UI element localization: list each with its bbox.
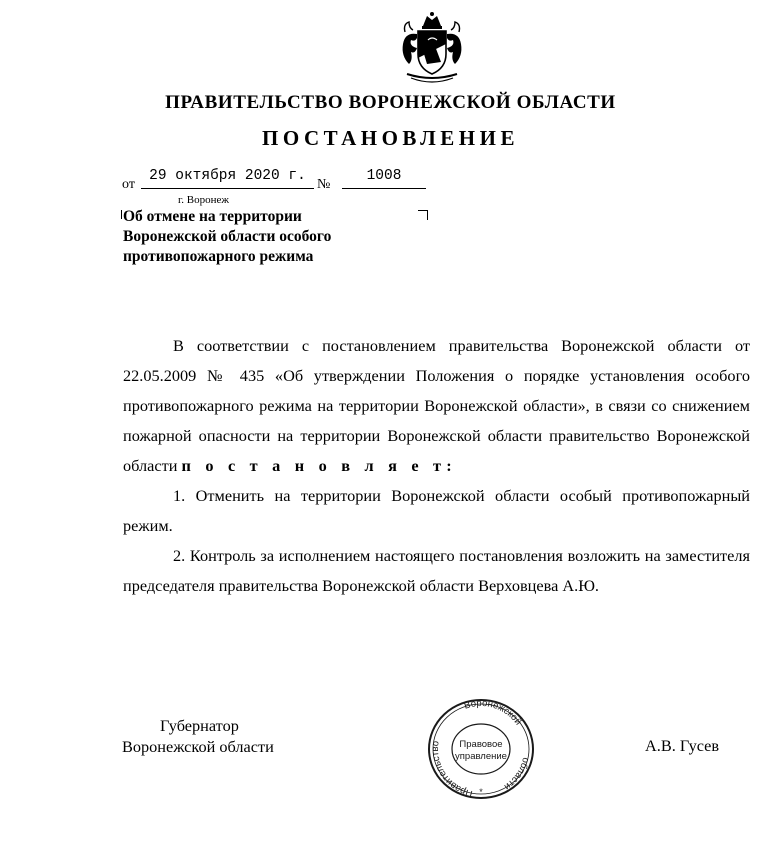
item-1-paragraph: 1. Отменить на территории Воронежской области особый противопожарный режим. [123,486,750,535]
subject-line: Воронежской области особого [123,228,332,245]
document-body [123,331,750,601]
stamp-center-line-1: Правовое [459,739,503,750]
subject-line: противопожарного режима [123,248,314,265]
date-field: 29 октября 2020 г. [141,166,314,189]
decree-word: п о с т а н о в л я е т: [181,456,457,475]
signatory-position [122,715,322,757]
preamble-paragraph [123,331,750,481]
legal-department-stamp [426,697,536,801]
item-2-paragraph: 2. Контроль за исполнением настоящего постановления возложить на заместителя председателя правительства Воронежской области Верховцева А.Ю. [123,546,750,595]
position-line-2: Воронежской области [122,737,274,756]
subject-line: Об отмене на территории [123,208,302,225]
stamp-center-line-2: управление [455,751,507,762]
document-subject [123,207,423,267]
stamp-ring-top: Воронежской [462,697,524,728]
signatory-name: А.В. Гусев [645,736,720,755]
number-field: 1008 [342,166,426,189]
number-prefix: № [317,177,331,192]
date-prefix: от [122,177,135,192]
city-label: г. Воронеж [178,194,229,206]
voronezh-coat-of-arms-icon [397,10,467,86]
stamp-star-icon: * [479,787,483,797]
preamble-text: В соответствии с постановлением правительства Воронежской области от 22.05.2009 № 435 «Об утверждении Положения о порядке установления особого противопожарного режима на территории Воронежской области», в связи со снижением пожарной опасности на территории Воронежской области правительство Воронежской области [123,336,750,475]
stamp-ring-right: области [501,756,532,793]
organization-title: ПРАВИТЕЛЬСТВО ВОРОНЕЖСКОЙ ОБЛАСТИ [165,92,616,113]
document-type-heading: ПОСТАНОВЛЕНИЕ [262,126,519,150]
stamp-ring-left: Правительство [430,740,474,800]
position-line-1: Губернатор [160,716,239,735]
